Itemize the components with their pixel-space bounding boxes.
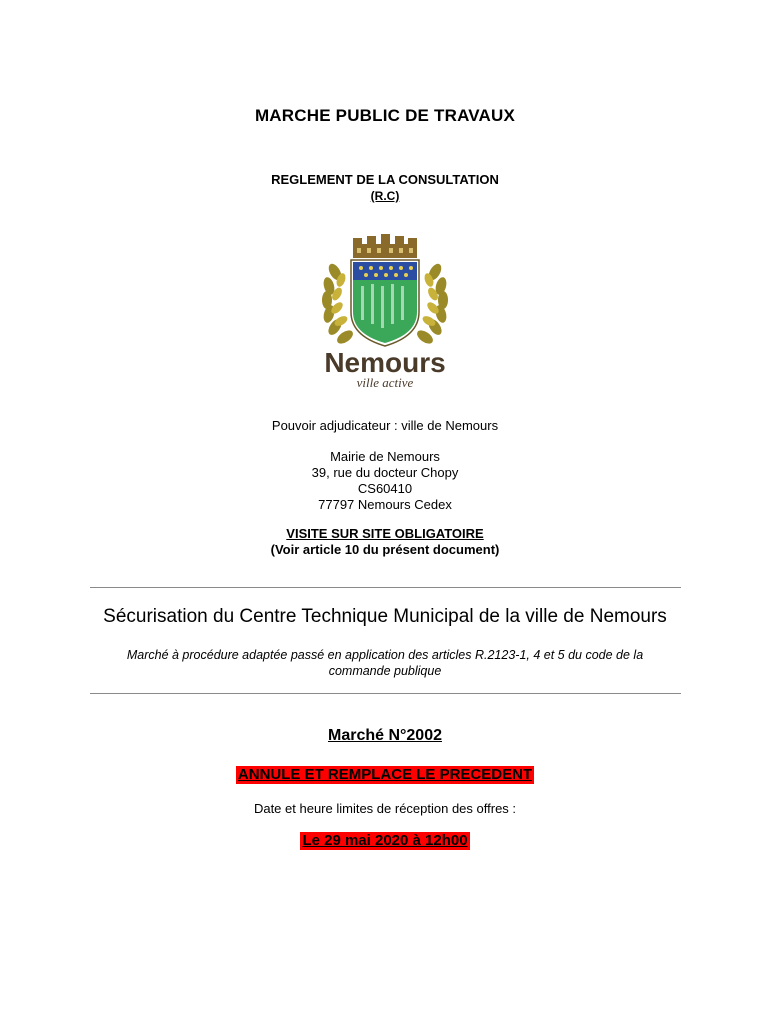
procedure-text: Marché à procédure adaptée passé en application des articles R.2123-1, 4 et 5 du code de la commande publique	[126, 648, 644, 678]
divider	[90, 693, 681, 694]
deadline-wrapper	[0, 832, 770, 850]
contracting-authority: Pouvoir adjudicateur : ville de Nemours	[271, 418, 499, 433]
divider	[90, 587, 681, 588]
nemours-logo	[305, 232, 465, 392]
document-subtitle-abbr: (R.C)	[370, 189, 400, 203]
project-title: Sécurisation du Centre Technique Municipal de la ville de Nemours	[103, 606, 667, 627]
logo-wordmark: Nemours	[324, 347, 446, 378]
coat-of-arms-icon	[305, 232, 465, 392]
cancel-replace-notice-wrapper	[0, 766, 770, 784]
address-line: 77797 Nemours Cedex	[318, 497, 452, 512]
site-visit-note: (Voir article 10 du présent document)	[270, 542, 500, 557]
address-block	[0, 449, 770, 513]
deadline-date: Le 29 mai 2020 à 12h00	[302, 832, 468, 849]
address-line: 39, rue du docteur Chopy	[311, 465, 459, 480]
deadline-label: Date et heure limites de réception des offres :	[253, 801, 517, 816]
site-visit-title: VISITE SUR SITE OBLIGATOIRE	[286, 526, 484, 541]
document-subtitle: REGLEMENT DE LA CONSULTATION	[271, 172, 499, 187]
document-title: MARCHE PUBLIC DE TRAVAUX	[254, 106, 516, 125]
logo-tagline: ville active	[356, 375, 414, 390]
market-number: Marché N°2002	[327, 727, 442, 744]
address-line: CS60410	[357, 481, 413, 496]
cancel-replace-notice: ANNULE ET REMPLACE LE PRECEDENT	[237, 766, 533, 783]
address-line: Mairie de Nemours	[330, 449, 440, 464]
